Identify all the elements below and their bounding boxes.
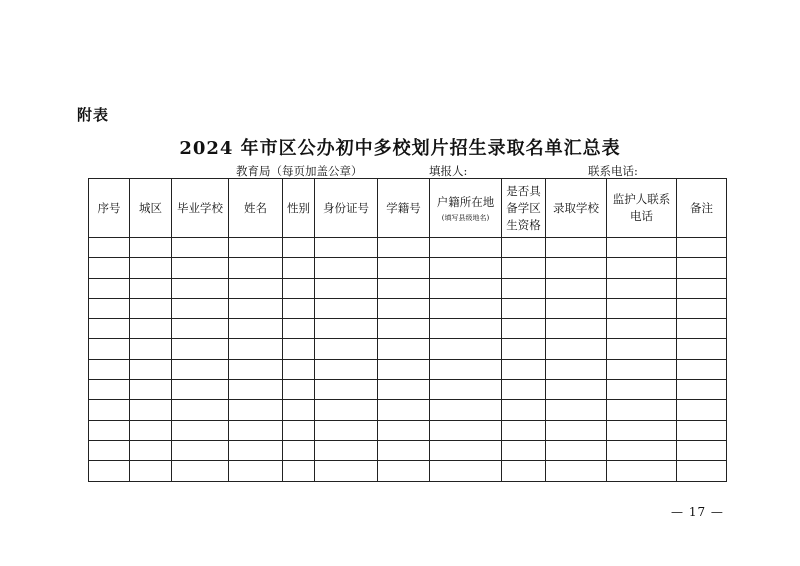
table-cell bbox=[546, 258, 607, 278]
table-cell bbox=[283, 461, 315, 481]
table-cell bbox=[89, 298, 130, 318]
table-cell bbox=[430, 238, 502, 258]
table-row bbox=[89, 339, 727, 359]
table-cell bbox=[546, 400, 607, 420]
col-header-gender: 性别 bbox=[283, 179, 315, 238]
table-cell bbox=[283, 359, 315, 379]
table-cell bbox=[229, 319, 283, 339]
table-row bbox=[89, 258, 727, 278]
table-cell bbox=[607, 238, 677, 258]
table-cell bbox=[315, 420, 378, 440]
table-cell bbox=[430, 258, 502, 278]
table-cell bbox=[546, 420, 607, 440]
table-cell bbox=[378, 440, 430, 460]
table-row bbox=[89, 298, 727, 318]
table-cell bbox=[229, 339, 283, 359]
table-cell bbox=[378, 258, 430, 278]
table-cell bbox=[283, 258, 315, 278]
table-cell bbox=[502, 359, 546, 379]
table-cell bbox=[502, 380, 546, 400]
table-cell bbox=[378, 380, 430, 400]
col-header-student-id: 学籍号 bbox=[378, 179, 430, 238]
table-row bbox=[89, 400, 727, 420]
table-cell bbox=[229, 258, 283, 278]
table-cell bbox=[172, 258, 229, 278]
table-cell bbox=[378, 420, 430, 440]
table-cell bbox=[607, 440, 677, 460]
table-cell bbox=[430, 319, 502, 339]
table-cell bbox=[229, 380, 283, 400]
table-cell bbox=[315, 319, 378, 339]
table-cell bbox=[172, 339, 229, 359]
table-cell bbox=[607, 298, 677, 318]
table-cell bbox=[89, 339, 130, 359]
table-cell bbox=[677, 440, 727, 460]
table-cell bbox=[283, 298, 315, 318]
table-cell bbox=[229, 359, 283, 379]
table-cell bbox=[315, 380, 378, 400]
table-cell bbox=[89, 380, 130, 400]
table-cell bbox=[229, 420, 283, 440]
table-cell bbox=[283, 278, 315, 298]
table-cell bbox=[172, 380, 229, 400]
table-cell bbox=[283, 420, 315, 440]
col-header-hukou bbox=[430, 179, 502, 238]
col-header-remarks: 备注 bbox=[677, 179, 727, 238]
table-cell bbox=[677, 238, 727, 258]
table-cell bbox=[378, 278, 430, 298]
table-cell bbox=[130, 278, 172, 298]
table-cell bbox=[89, 440, 130, 460]
table-cell bbox=[315, 278, 378, 298]
table-cell bbox=[130, 238, 172, 258]
table-cell bbox=[315, 238, 378, 258]
table-cell bbox=[315, 359, 378, 379]
table-cell bbox=[607, 258, 677, 278]
table-cell bbox=[607, 400, 677, 420]
table-row bbox=[89, 420, 727, 440]
table-cell bbox=[130, 319, 172, 339]
table-cell bbox=[378, 461, 430, 481]
table-cell bbox=[130, 380, 172, 400]
table-cell bbox=[130, 339, 172, 359]
table-cell bbox=[502, 258, 546, 278]
table-cell bbox=[378, 238, 430, 258]
table-cell bbox=[172, 440, 229, 460]
col-header-admit-school: 录取学校 bbox=[546, 179, 607, 238]
table-cell bbox=[315, 461, 378, 481]
table-cell bbox=[430, 400, 502, 420]
table-cell bbox=[89, 258, 130, 278]
table-cell bbox=[502, 440, 546, 460]
table-cell bbox=[378, 400, 430, 420]
table-row bbox=[89, 461, 727, 481]
table-cell bbox=[283, 339, 315, 359]
hukou-note: (填写县级地名) bbox=[441, 213, 490, 222]
table-row bbox=[89, 278, 727, 298]
table-cell bbox=[315, 400, 378, 420]
table-cell bbox=[430, 359, 502, 379]
table-cell bbox=[378, 298, 430, 318]
table-cell bbox=[677, 298, 727, 318]
table-cell bbox=[502, 319, 546, 339]
contact-phone-label: 联系电话: bbox=[588, 164, 638, 178]
table-cell bbox=[546, 339, 607, 359]
col-header-guardian-phone: 监护人联系 电话 bbox=[607, 179, 677, 238]
table-cell bbox=[677, 319, 727, 339]
table-cell bbox=[607, 339, 677, 359]
table-cell bbox=[677, 359, 727, 379]
table-cell bbox=[607, 461, 677, 481]
table-cell bbox=[130, 359, 172, 379]
col-header-name: 姓名 bbox=[229, 179, 283, 238]
col-header-qualified: 是否具 备学区 生资格 bbox=[502, 179, 546, 238]
table-cell bbox=[546, 278, 607, 298]
table-cell bbox=[677, 339, 727, 359]
table-cell bbox=[677, 400, 727, 420]
table-cell bbox=[430, 380, 502, 400]
table-header-row bbox=[89, 179, 727, 238]
filler-label: 填报人: bbox=[429, 164, 468, 178]
table-cell bbox=[502, 298, 546, 318]
col-header-id-number: 身份证号 bbox=[315, 179, 378, 238]
table-cell bbox=[172, 461, 229, 481]
table-cell bbox=[546, 298, 607, 318]
table-cell bbox=[546, 359, 607, 379]
table-cell bbox=[677, 258, 727, 278]
table-cell bbox=[89, 238, 130, 258]
col-header-grad-school: 毕业学校 bbox=[172, 179, 229, 238]
table-cell bbox=[677, 461, 727, 481]
table-row bbox=[89, 319, 727, 339]
table-cell bbox=[229, 440, 283, 460]
table-cell bbox=[607, 359, 677, 379]
table-cell bbox=[546, 319, 607, 339]
table-cell bbox=[89, 359, 130, 379]
table-cell bbox=[172, 319, 229, 339]
table-cell bbox=[430, 461, 502, 481]
hukou-label: 户籍所在地 bbox=[436, 194, 495, 209]
table-cell bbox=[430, 278, 502, 298]
table-cell bbox=[172, 238, 229, 258]
table-cell bbox=[315, 339, 378, 359]
table-cell bbox=[607, 420, 677, 440]
table-row bbox=[89, 359, 727, 379]
table-cell bbox=[430, 440, 502, 460]
table-cell bbox=[172, 400, 229, 420]
table-cell bbox=[607, 278, 677, 298]
table-cell bbox=[502, 278, 546, 298]
table-row bbox=[89, 440, 727, 460]
table-cell bbox=[607, 380, 677, 400]
table-cell bbox=[172, 298, 229, 318]
table-cell bbox=[607, 319, 677, 339]
table-cell bbox=[283, 400, 315, 420]
table-cell bbox=[378, 339, 430, 359]
table-cell bbox=[229, 278, 283, 298]
table-cell bbox=[430, 298, 502, 318]
table-cell bbox=[315, 298, 378, 318]
table-cell bbox=[89, 278, 130, 298]
table-cell bbox=[89, 400, 130, 420]
table-cell bbox=[172, 359, 229, 379]
table-cell bbox=[502, 238, 546, 258]
table-cell bbox=[130, 461, 172, 481]
table-cell bbox=[130, 298, 172, 318]
table-cell bbox=[229, 400, 283, 420]
table-cell bbox=[430, 420, 502, 440]
table-cell bbox=[502, 461, 546, 481]
table-cell bbox=[430, 339, 502, 359]
table-cell bbox=[130, 400, 172, 420]
table-cell bbox=[229, 461, 283, 481]
table-cell bbox=[229, 298, 283, 318]
table-cell bbox=[89, 420, 130, 440]
table-cell bbox=[283, 380, 315, 400]
table-cell bbox=[283, 440, 315, 460]
table-cell bbox=[546, 461, 607, 481]
table-cell bbox=[378, 319, 430, 339]
page-title: 2024 年市区公办初中多校划片招生录取名单汇总表 bbox=[179, 138, 621, 159]
table-cell bbox=[378, 359, 430, 379]
table-cell bbox=[89, 461, 130, 481]
table-cell bbox=[502, 420, 546, 440]
table-row bbox=[89, 238, 727, 258]
table-cell bbox=[172, 420, 229, 440]
table-cell bbox=[546, 440, 607, 460]
table-cell bbox=[130, 420, 172, 440]
table-cell bbox=[283, 238, 315, 258]
table-cell bbox=[315, 258, 378, 278]
table-cell bbox=[172, 278, 229, 298]
table-cell bbox=[502, 400, 546, 420]
table-cell bbox=[130, 258, 172, 278]
table-cell bbox=[677, 278, 727, 298]
table-row bbox=[89, 380, 727, 400]
bureau-stamp-label: 教育局（每页加盖公章） bbox=[236, 164, 363, 178]
table-cell bbox=[677, 420, 727, 440]
admission-summary-table bbox=[88, 178, 727, 482]
col-header-seq: 序号 bbox=[89, 179, 130, 238]
table-cell bbox=[315, 440, 378, 460]
table-cell bbox=[130, 440, 172, 460]
table-cell bbox=[502, 339, 546, 359]
page-number: — 17 — bbox=[671, 505, 724, 519]
table-cell bbox=[229, 238, 283, 258]
appendix-label: 附表 bbox=[77, 106, 110, 124]
table-cell bbox=[89, 319, 130, 339]
col-header-district: 城区 bbox=[130, 179, 172, 238]
table-cell bbox=[677, 380, 727, 400]
table-cell bbox=[283, 319, 315, 339]
table-cell bbox=[546, 380, 607, 400]
table-cell bbox=[546, 238, 607, 258]
